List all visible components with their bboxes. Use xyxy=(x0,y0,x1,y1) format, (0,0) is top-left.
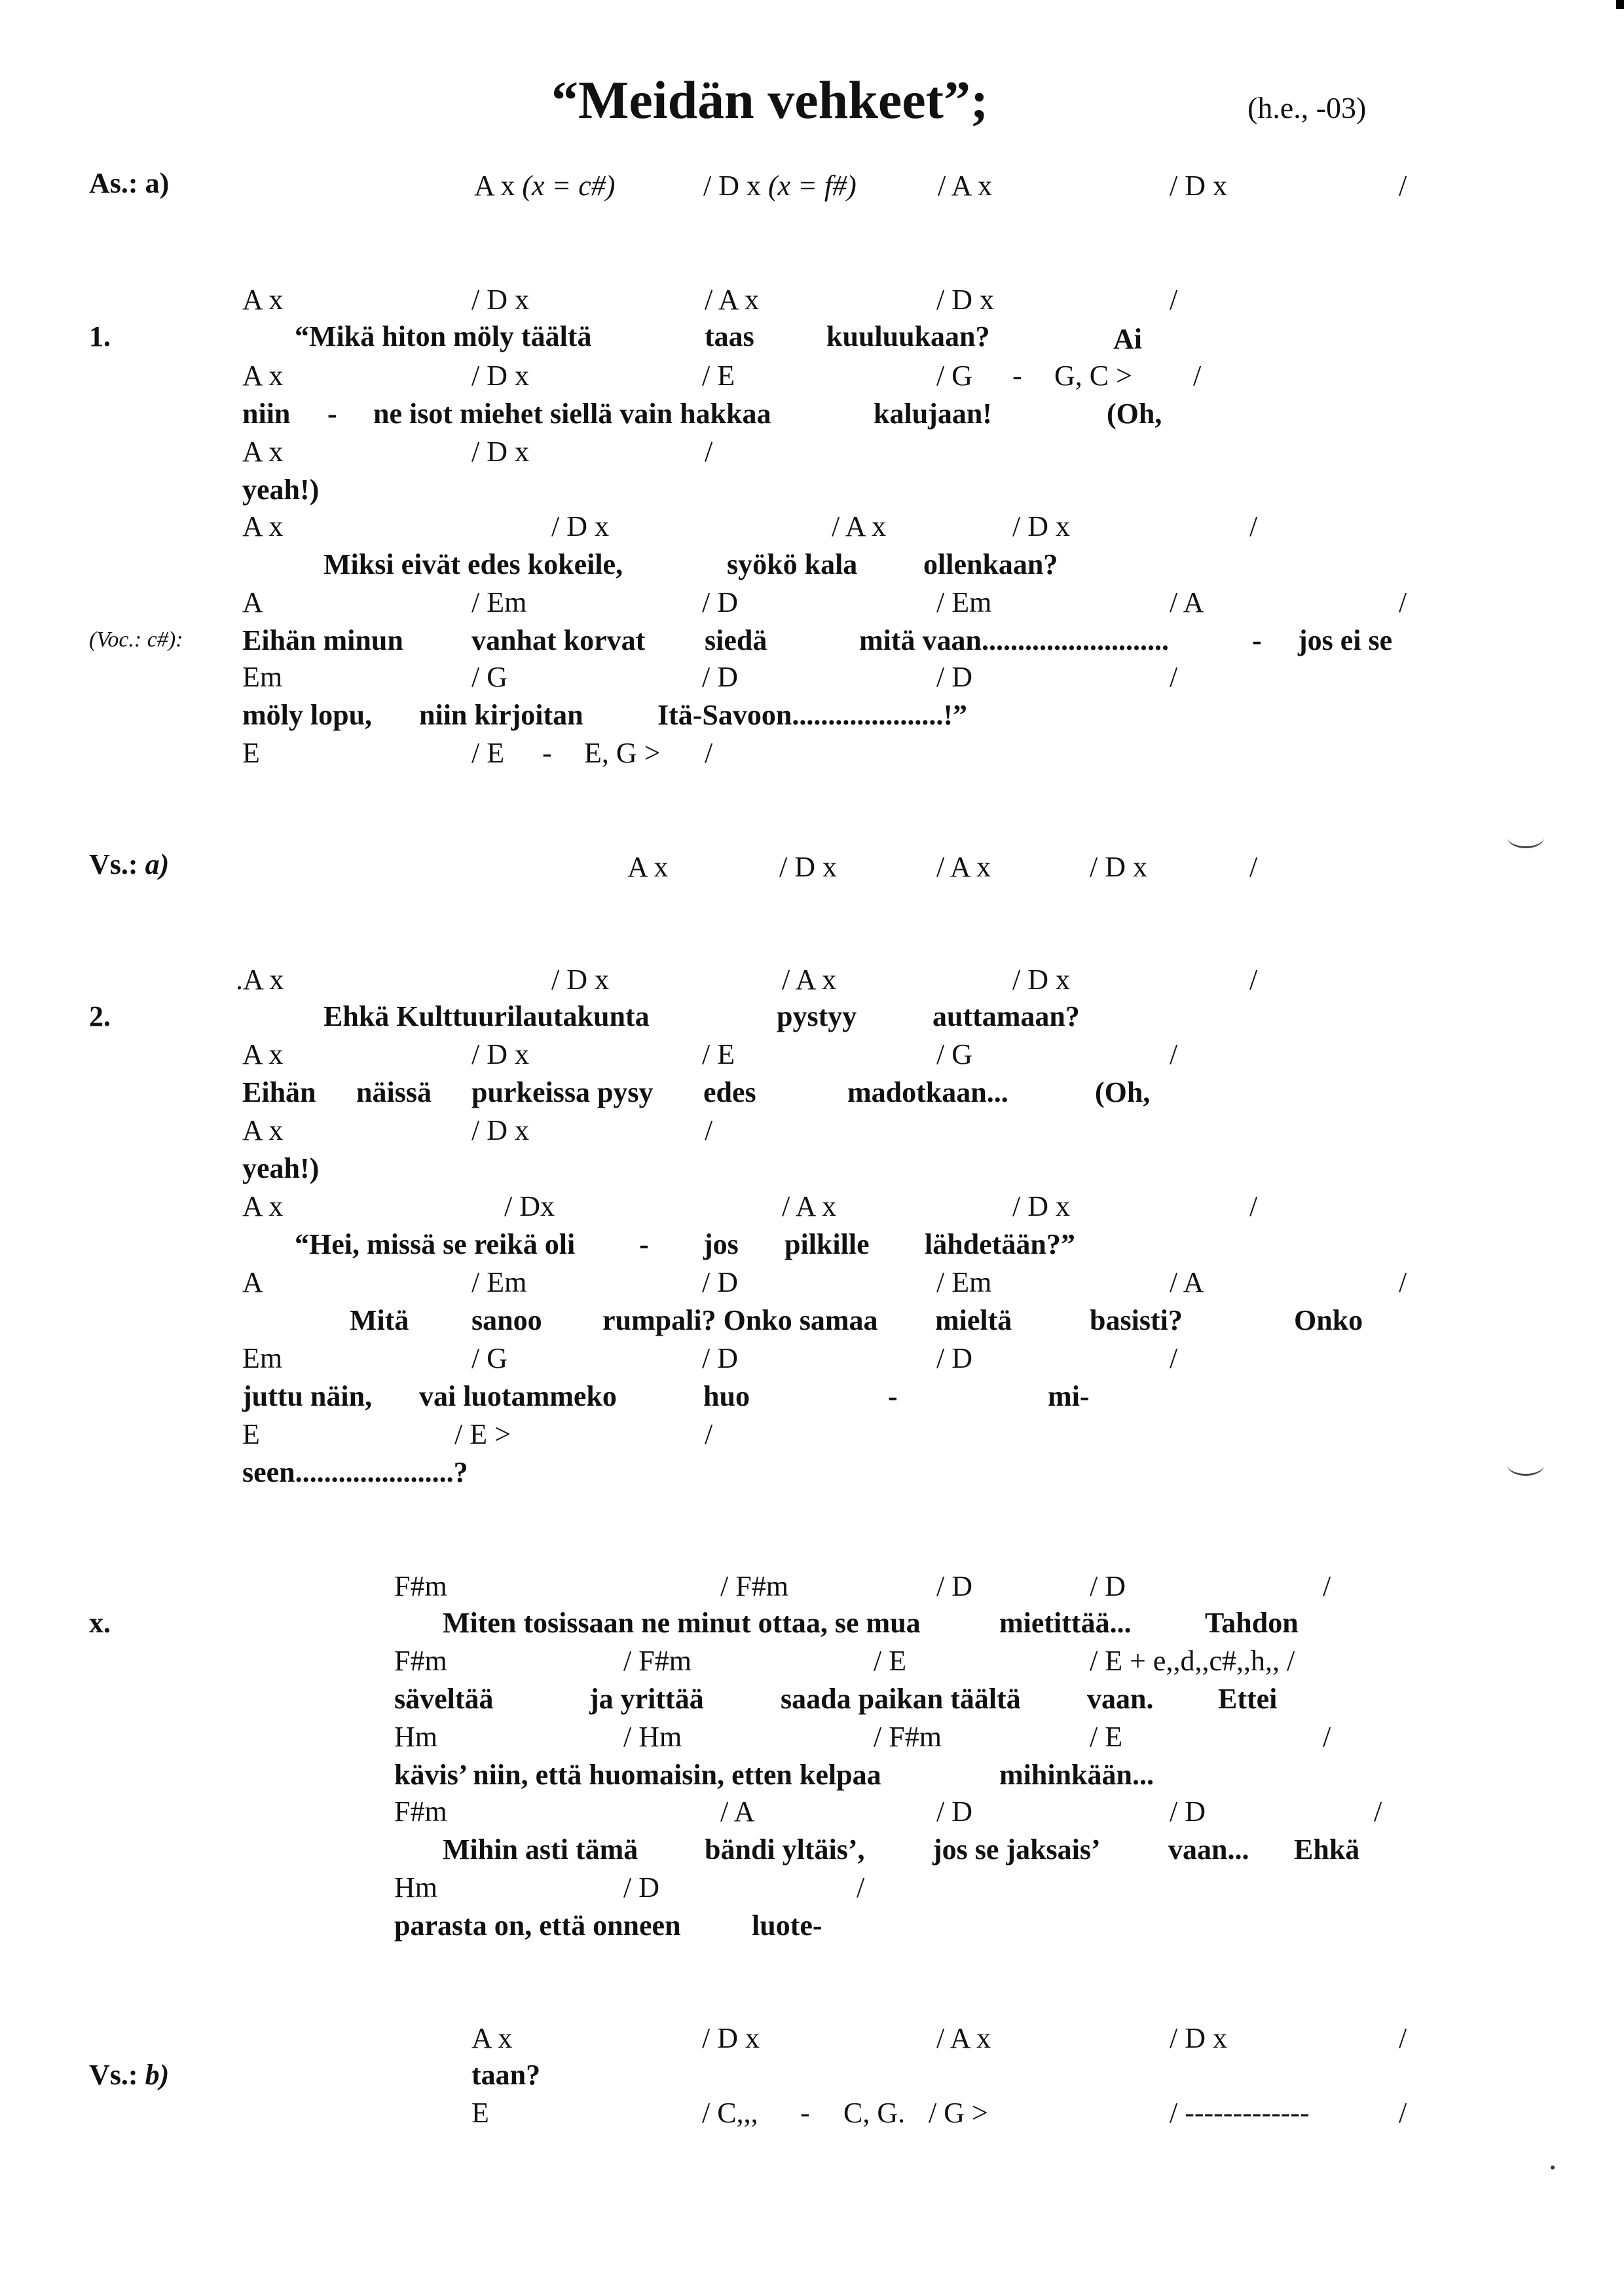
intro-chord-4: / D x xyxy=(1170,170,1227,202)
lyric: vaan. xyxy=(1087,1683,1154,1715)
lyric: parasta on, että onneen xyxy=(394,1909,681,1942)
author-date: (h.e., -03) xyxy=(1247,91,1367,124)
lyric: Tahdon xyxy=(1205,1607,1299,1639)
lyric: Ai xyxy=(1113,323,1142,355)
lyric: kävis’ niin, että huomaisin, etten kelpaa xyxy=(394,1759,881,1791)
chord: / xyxy=(1193,360,1202,392)
chord: / G xyxy=(936,1038,972,1070)
chord: / D xyxy=(702,1266,738,1298)
chord: / A x xyxy=(936,851,991,883)
lyric: vanhat korvat xyxy=(471,624,646,656)
lyric: möly lopu, xyxy=(242,699,373,731)
lyric: ollenkaan? xyxy=(923,548,1058,580)
chord: / Em xyxy=(936,586,992,618)
section-label-interlude-a xyxy=(89,850,169,879)
chord: / Em xyxy=(471,1266,527,1298)
chord: - xyxy=(542,737,552,769)
chord: / xyxy=(1249,964,1258,996)
chord: / xyxy=(705,1114,713,1146)
lyric: - xyxy=(1252,624,1262,656)
chord: A x xyxy=(242,284,284,316)
chord: / D xyxy=(623,1871,659,1904)
chord: / xyxy=(1323,1570,1331,1602)
chord: / Em xyxy=(936,1266,992,1298)
outro-label: Vs.: xyxy=(89,2059,138,2091)
hole-punch-mark xyxy=(1507,827,1544,848)
chord: / xyxy=(1249,510,1258,542)
lyric: yeah!) xyxy=(242,1152,320,1184)
chord: / A xyxy=(1170,586,1204,618)
lyric: syökö kala xyxy=(727,548,858,580)
chord: F#m xyxy=(394,1570,447,1602)
chord: Hm xyxy=(394,1721,437,1753)
lyric: (Oh, xyxy=(1095,1076,1151,1108)
chord: / Em xyxy=(471,586,527,618)
lyric: basisti? xyxy=(1090,1304,1183,1336)
lyric: Ehkä Kulttuurilautakunta xyxy=(323,1000,650,1032)
chord: / G > xyxy=(929,2097,988,2129)
chord: / D x xyxy=(471,284,529,316)
lyric: - xyxy=(888,1380,898,1412)
lyric: bändi yltäis’, xyxy=(705,1833,865,1866)
chord: A x xyxy=(242,1114,284,1146)
chord: / D xyxy=(702,586,738,618)
lyric: Ehkä xyxy=(1294,1833,1360,1866)
chord: / G xyxy=(471,1342,507,1374)
chord: F#m xyxy=(394,1645,447,1677)
chord: / xyxy=(1323,1721,1331,1753)
lyric: luote- xyxy=(752,1909,822,1942)
chord: / A x xyxy=(782,1190,837,1222)
intro-chord-3: / A x xyxy=(938,170,993,202)
chord: / Dx xyxy=(504,1190,555,1222)
chord: / E xyxy=(702,360,735,392)
hole-punch-mark xyxy=(1507,1454,1544,1476)
chord: / D x xyxy=(1090,851,1147,883)
chord: / xyxy=(1399,1266,1407,1298)
chord: / F#m xyxy=(720,1570,788,1602)
section-label-intro xyxy=(89,169,169,198)
section-label-bridge: x. xyxy=(89,1607,111,1639)
chord: A x xyxy=(242,1038,284,1070)
chord: / xyxy=(1170,284,1178,316)
chord: / E xyxy=(471,737,505,769)
vocal-key-note: (Voc.: c#): xyxy=(89,628,183,652)
chord: / G xyxy=(471,661,507,693)
chord: / D xyxy=(702,661,738,693)
chord: / D xyxy=(936,1570,972,1602)
chord: / E xyxy=(874,1645,907,1677)
chord: E xyxy=(242,1418,260,1450)
chord: Hm xyxy=(394,1871,437,1904)
chord: E xyxy=(471,2097,489,2129)
lyric: mietittää... xyxy=(999,1607,1132,1639)
chord: A xyxy=(242,1266,263,1298)
chord: / A xyxy=(720,1795,755,1828)
chord: / C,,, xyxy=(702,2097,758,2129)
lyric: vai luotammeko xyxy=(419,1380,617,1412)
intro-chord-1 xyxy=(474,172,615,200)
scan-speck xyxy=(1551,2166,1555,2169)
lyric: jos xyxy=(703,1228,739,1260)
lyric: pystyy xyxy=(777,1000,857,1032)
lyric: näissä xyxy=(356,1076,432,1108)
lyric: seen......................? xyxy=(242,1456,468,1488)
outro-sublabel: b) xyxy=(145,2059,170,2091)
chord: A x xyxy=(471,2022,513,2054)
lyric: mi- xyxy=(1048,1380,1090,1412)
chord: / xyxy=(1399,2022,1407,2054)
chord: / E xyxy=(702,1038,735,1070)
chord: F#m xyxy=(394,1795,447,1828)
lyric: Mitä xyxy=(350,1304,409,1336)
chord: Em xyxy=(242,661,283,693)
chord: / D x xyxy=(702,2022,760,2054)
lyric: Eihän minun xyxy=(242,624,403,656)
lyric: taas xyxy=(705,320,754,352)
intro-label: As.: xyxy=(89,167,138,199)
lyric: kalujaan! xyxy=(874,398,992,430)
chord: / D x xyxy=(471,1114,529,1146)
chord: E xyxy=(242,737,260,769)
section-label-interlude-b xyxy=(89,2061,169,2090)
lyric: “Hei, missä se reikä oli xyxy=(295,1228,576,1260)
lyric: niin kirjoitan xyxy=(419,699,583,731)
chord: / D x xyxy=(703,170,768,202)
chord-note: (x = f#) xyxy=(768,170,857,202)
chord: Em xyxy=(242,1342,283,1374)
chord: / xyxy=(1249,851,1258,883)
lyric: jos ei se xyxy=(1298,624,1393,656)
chord: - xyxy=(800,2097,810,2129)
lyric: purkeissa pysy xyxy=(471,1076,654,1108)
lyric: (Oh, xyxy=(1107,398,1162,430)
chord: C, G. xyxy=(843,2097,906,2129)
chord: / D x xyxy=(471,360,529,392)
lyric: Onko xyxy=(1294,1304,1363,1336)
lyric: huo xyxy=(703,1380,750,1412)
interlude-sublabel: a) xyxy=(145,848,170,880)
chord: / F#m xyxy=(623,1645,692,1677)
chord: / A x xyxy=(782,964,837,996)
chord: / E xyxy=(1090,1721,1123,1753)
lyric: mihinkään... xyxy=(999,1759,1154,1791)
chord: / D xyxy=(702,1342,738,1374)
chord: / xyxy=(705,436,713,468)
chord: / D x xyxy=(471,1038,529,1070)
chord: A x xyxy=(474,170,523,202)
chord: / xyxy=(1374,1795,1382,1828)
chord: / F#m xyxy=(874,1721,942,1753)
chord: / D x xyxy=(1012,1190,1070,1222)
chord: / D xyxy=(1170,1795,1206,1828)
lyric: kuuluukaan? xyxy=(826,320,990,352)
chord: A x xyxy=(627,851,669,883)
lyric: juttu näin, xyxy=(242,1380,373,1412)
lyric: edes xyxy=(703,1076,756,1108)
lyric: - xyxy=(327,398,337,430)
chord: A xyxy=(242,586,263,618)
chord: G, C > xyxy=(1054,360,1132,392)
lyric: pilkille xyxy=(784,1228,870,1260)
chord: / D x xyxy=(1012,510,1070,542)
lyric: jos se jaksais’ xyxy=(932,1833,1101,1866)
chord: / xyxy=(705,1418,713,1450)
chord: / A x xyxy=(936,2022,991,2054)
lyric: madotkaan... xyxy=(847,1076,1008,1108)
lyric: Mihin asti tämä xyxy=(443,1833,638,1866)
chord: A x xyxy=(242,510,284,542)
chord: .A x xyxy=(236,964,284,996)
chord: / D x xyxy=(551,510,609,542)
lyric: taan? xyxy=(471,2059,541,2091)
lyric: sanoo xyxy=(471,1304,542,1336)
lyric: yeah!) xyxy=(242,474,320,506)
chord: / A x xyxy=(832,510,887,542)
lyric: saada paikan täältä xyxy=(781,1683,1021,1715)
lyric: siedä xyxy=(705,624,767,656)
chord: A x xyxy=(242,436,284,468)
chord: / D x xyxy=(779,851,837,883)
chord: / E > xyxy=(454,1418,511,1450)
chord: / xyxy=(705,737,713,769)
intro-bar-end: / xyxy=(1399,170,1407,202)
chord: / xyxy=(1170,661,1178,693)
intro-sublabel: a) xyxy=(145,167,170,199)
lyric: säveltää xyxy=(394,1683,494,1715)
chord: / xyxy=(1249,1190,1258,1222)
chord: - xyxy=(1012,360,1022,392)
chord: / D x xyxy=(1012,964,1070,996)
chord: / D x xyxy=(471,436,529,468)
lyric: lähdetään?” xyxy=(925,1228,1075,1260)
corner-mark xyxy=(1616,0,1624,9)
chord: / D xyxy=(936,661,972,693)
chord: E, G > xyxy=(584,737,661,769)
lyric: - xyxy=(639,1228,649,1260)
chord: A x xyxy=(242,1190,284,1222)
chord: / Hm xyxy=(623,1721,682,1753)
lyric: “Mikä hiton möly täältä xyxy=(295,320,592,352)
chord: / xyxy=(1170,1038,1178,1070)
lyric: mieltä xyxy=(935,1304,1012,1336)
chord: / xyxy=(1170,1342,1178,1374)
chord: / A xyxy=(1170,1266,1204,1298)
chord: / D xyxy=(1090,1570,1126,1602)
chord: / xyxy=(857,1871,865,1904)
lyric: Eihän xyxy=(242,1076,316,1108)
song-title: “Meidän vehkeet”; xyxy=(551,70,989,130)
interlude-label: Vs.: xyxy=(89,848,138,880)
section-label-verse-1: 1. xyxy=(89,320,111,352)
chord: / E + e,,d,,c#,,h,, / xyxy=(1090,1645,1295,1677)
lyric: ja yrittää xyxy=(589,1683,704,1715)
lyric: vaan... xyxy=(1168,1833,1249,1866)
lyric: mitä vaan.......................... xyxy=(859,624,1169,656)
lyric: Itä-Savoon.....................!” xyxy=(657,699,968,731)
chord: / ------------- xyxy=(1170,2097,1310,2129)
lyric: Miten tosissaan ne minut ottaa, se mua xyxy=(443,1607,921,1639)
chord: / D xyxy=(936,1795,972,1828)
chord: / D x xyxy=(936,284,994,316)
chord: / D x xyxy=(551,964,609,996)
lyric: rumpali? Onko samaa xyxy=(602,1304,878,1336)
lyric: Miksi eivät edes kokeile, xyxy=(323,548,623,580)
chord: / A x xyxy=(705,284,760,316)
lyric: niin xyxy=(242,398,291,430)
intro-chord-2 xyxy=(703,172,857,200)
chord: A x xyxy=(242,360,284,392)
lyric: Ettei xyxy=(1218,1683,1278,1715)
chord-note: (x = c#) xyxy=(522,170,616,202)
chord: / G xyxy=(936,360,972,392)
chord: / D x xyxy=(1170,2022,1227,2054)
chord: / xyxy=(1399,586,1407,618)
section-label-verse-2: 2. xyxy=(89,1000,111,1032)
lyric: ne isot miehet siellä vain hakkaa xyxy=(373,398,771,430)
chord: / xyxy=(1399,2097,1407,2129)
lyric: auttamaan? xyxy=(932,1000,1080,1032)
chord: / D xyxy=(936,1342,972,1374)
